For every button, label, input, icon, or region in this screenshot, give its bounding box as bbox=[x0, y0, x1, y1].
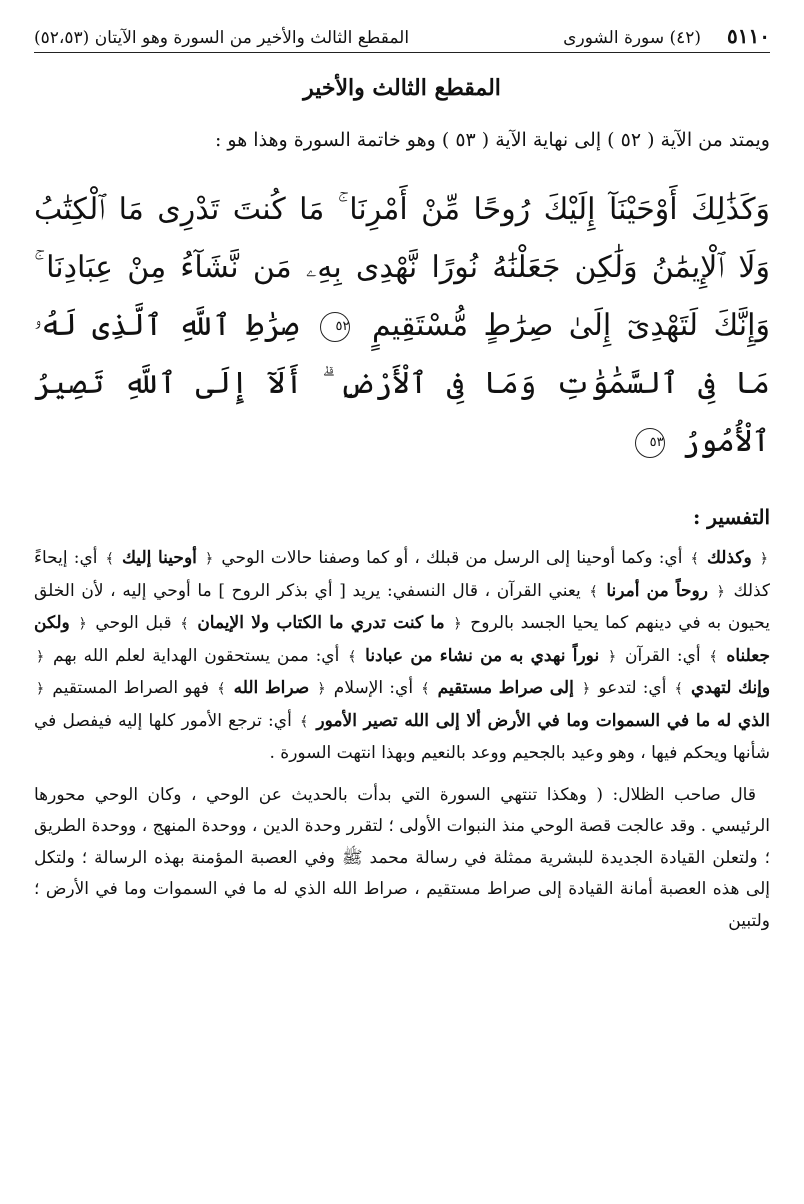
section-heading: المقطع الثالث والأخير bbox=[303, 75, 501, 101]
commentary: قبل الوحي bbox=[95, 613, 172, 633]
commentary: فهو الصراط المستقيم bbox=[52, 678, 210, 698]
commentary: أي: ترجع الأمور كلها إليه فيفصل في شأنها ويحكم فيها ، وهو وعيد بالجحيم ووعد بالنعيم وبهذا انتهت السورة . bbox=[34, 710, 770, 763]
quote-text: وفي العصبة المؤمنة بهذه الرسالة ؛ ولتكل إلى هذه العصبة أمانة القيادة إلى صراط مستقيم ، صراط الله الذي له ما في السموات وما في الأرض ؛ ولتبين bbox=[34, 847, 770, 931]
verse-number-53: ٥٣ bbox=[635, 428, 665, 458]
commentary: أي: ممن يستحقون الهداية لعلم الله بهم bbox=[53, 645, 340, 666]
page-number: ٥١١٠ bbox=[727, 24, 770, 48]
book-page bbox=[34, 16, 770, 1196]
quoted-phrase: الذي له ما في السموات وما في الأرض ألا إلى الله تصير الأمور bbox=[316, 710, 770, 731]
quote-text: قال صاحب الظلال: ( وهكذا تنتهي السورة التي بدأت بالحديث عن الوحي ، وكان الوحي محورها الرئيسي . وقد عالجت قصة الوحي منذ النبوات الأولى ؛ لتقرر وحدة الدين ، ووحدة المنهج ، ووحدة الطريق ؛ ولتعلن القيادة الجديدة للبشرية ممثلة في رسالة محمد bbox=[34, 784, 771, 868]
surah-label: (٤٢) سورة الشورى bbox=[563, 28, 702, 48]
commentary: أي: لتدعو bbox=[598, 678, 667, 698]
tafsir-body: ﴿ وكذلك ﴾ أي: وكما أوحينا إلى الرسل من قبلك ، أو كما وصفنا حالات الوحي ﴿ أوحينا إليك ﴾ أي: إيحاءً كذلك ﴿ روحاً من أمرنا ﴾ يعني القرآن ، قال النسفي: يريد [ أي بذكر الروح ] ما أوحي إليه ، لأن الخلق يحيون به في دينهم كما يحيا الجسد بالروح ﴿ ما كنت تدري ما الكتاب ولا الإيمان ﴾ قبل الوحي ﴿ ولكن جعلناه ﴾ أي: القرآن ﴿ نوراً نهدي به من نشاء من عبادنا ﴾ أي: ممن يستحقون الهداية لعلم الله بهم ﴿ وإنك لتهدي ﴾ أي: لتدعو ﴿ إلى صراط مستقيم ﴾ أي: الإسلام ﴿ صراط الله ﴾ فهو الصراط المستقيم ﴿ الذي له ما في السموات وما في الأرض ألا إلى الله تصير الأمور ﴾ أي: ترجع الأمور كلها إليه فيفصل في شأنها ويحكم فيها ، وهو وعيد بالجحيم ووعد بالنعيم وبهذا انتهت السورة . bbox=[34, 548, 771, 763]
commentary: أي: إيحاءً كذلك bbox=[34, 548, 771, 601]
quoted-phrase: ولكن جعلناه bbox=[34, 613, 770, 666]
intro-text: ويمتد من الآية ( ٥٢ ) إلى نهاية الآية ( ٥٣ ) وهو خاتمة السورة وهذا هو : bbox=[214, 129, 770, 151]
commentary: يعني القرآن ، قال النسفي: يريد [ أي بذكر الروح ] ما أوحي إليه ، لأن الخلق يحيون به في دينهم كما يحيا الجسد بالروح bbox=[34, 580, 770, 633]
verse-52-text: وَكَذَٰلِكَ أَوْحَيْنَآ إِلَيْكَ رُوحًا مِّنْ أَمْرِنَا ۚ مَا كُنتَ تَدْرِى مَا ٱلْكِتَٰبُ وَلَا ٱلْإِيمَٰنُ وَلَٰكِن جَعَلْنَٰهُ نُورًا نَّهْدِى بِهِۦ مَن نَّشَآءُ مِنْ عِبَادِنَا ۚ وَإِنَّكَ لَتَهْدِىٓ إِلَىٰ صِرَٰطٍ مُّسْتَقِيمٍ bbox=[34, 192, 770, 343]
tafsir-heading: التفسير : bbox=[692, 505, 770, 529]
verse-number-52: ٥٢ bbox=[320, 312, 350, 342]
header-section-title: المقطع الثالث والأخير من السورة وهو الآيتان (٥٢،٥٣) bbox=[34, 28, 410, 48]
salawat-glyph: ﷺ bbox=[342, 847, 363, 868]
quoted-phrase: إلى صراط مستقيم bbox=[437, 678, 574, 698]
quoted-phrase: أوحينا إليك bbox=[121, 548, 197, 568]
quoted-phrase: وإنك لتهدي bbox=[691, 678, 771, 698]
quoted-phrase: صراط الله bbox=[233, 678, 310, 698]
verse-53-text: صِرَٰطِ ٱللَّهِ ٱلَّذِى لَهُۥ مَا فِى ٱلسَّمَٰوَٰتِ وَمَا فِى ٱلْأَرْضِ ۗ أَلَآ إِلَى ٱللَّهِ تَصِيرُ ٱلْأُمُورُ bbox=[34, 308, 770, 459]
quoted-phrase: ما كنت تدري ما الكتاب ولا الإيمان bbox=[197, 613, 445, 633]
quran-verses bbox=[34, 181, 770, 471]
quoted-phrase: نوراً نهدي به من نشاء من عبادنا bbox=[365, 645, 600, 666]
commentary: أي: القرآن bbox=[624, 645, 701, 666]
quoted-phrase: وكذلك bbox=[706, 548, 752, 568]
header-right bbox=[563, 24, 770, 48]
commentary: أي: وكما أوحينا إلى الرسل من قبلك ، أو كما وصفنا حالات الوحي bbox=[221, 548, 683, 568]
commentary: أي: الإسلام bbox=[333, 678, 414, 698]
zilal-quote bbox=[34, 780, 770, 938]
running-header bbox=[34, 16, 770, 53]
quoted-phrase: روحاً من أمرنا bbox=[606, 580, 708, 601]
